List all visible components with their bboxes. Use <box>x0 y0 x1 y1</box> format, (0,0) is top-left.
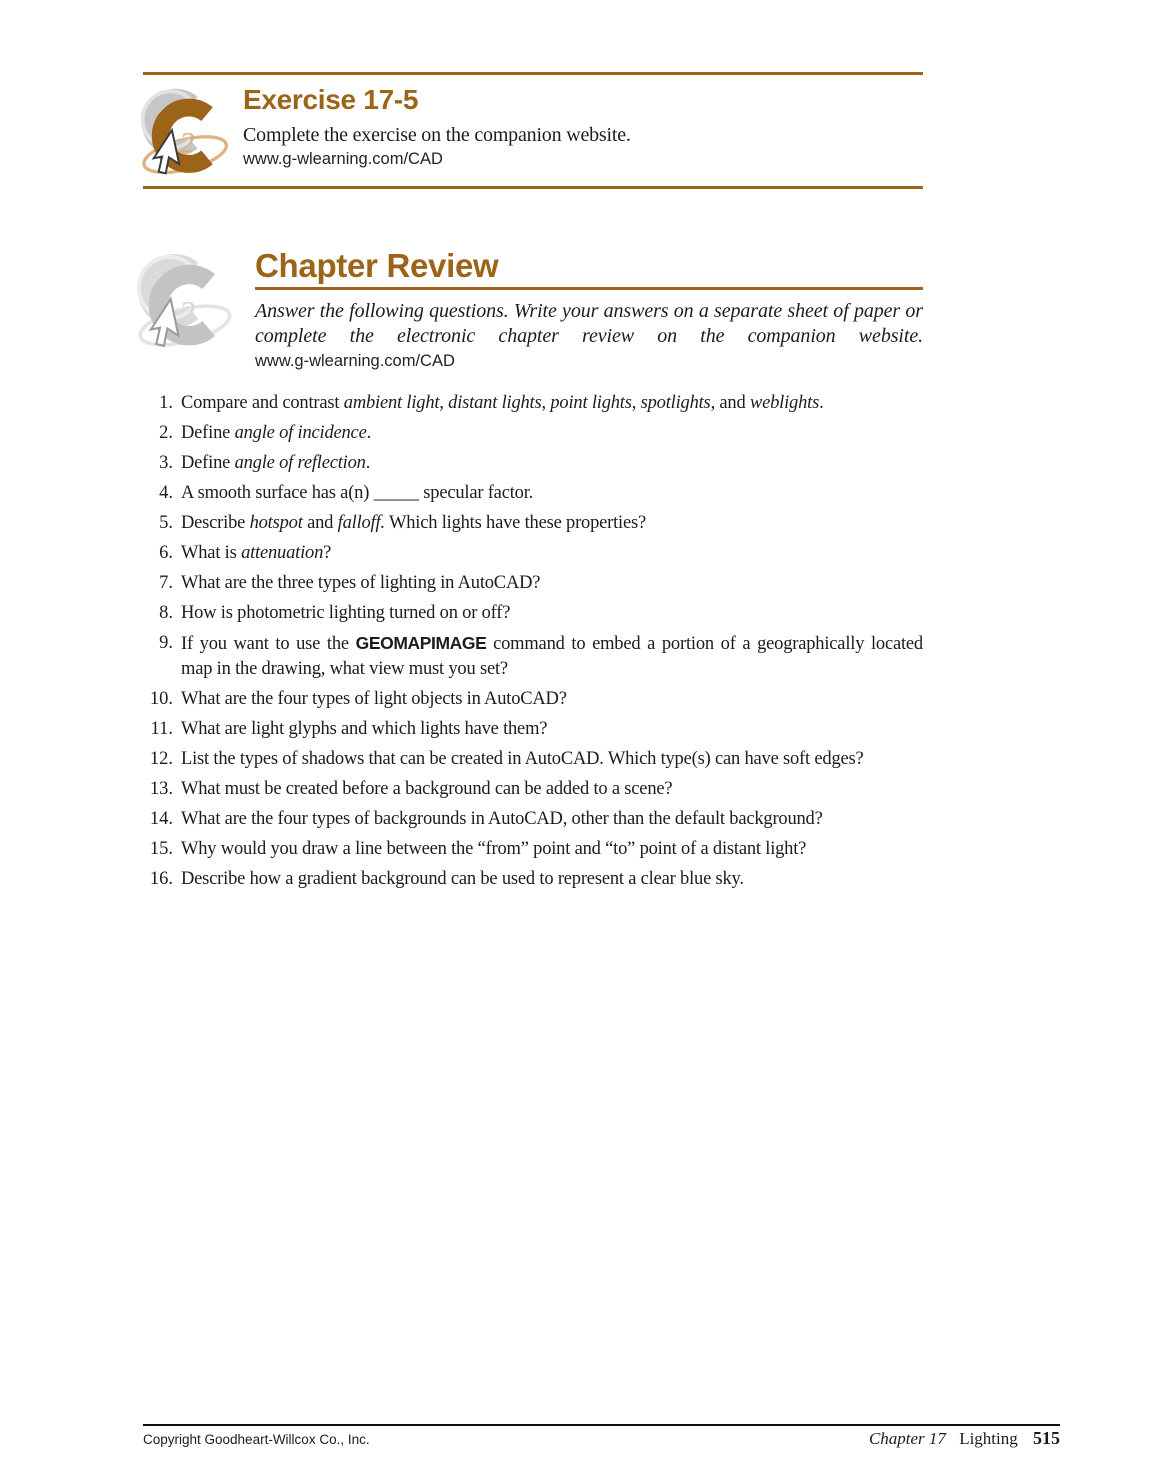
question-number: 10. <box>149 689 173 709</box>
chapter-review-intro: Answer the following questions. Write your answers on a separate sheet of paper or complete the electronic chapter review on the companion website. <box>255 300 923 347</box>
chapter-review-underline <box>255 287 923 290</box>
question-list <box>143 391 923 897</box>
exercise-box-top-rule <box>143 72 923 75</box>
exercise-box-bottom-rule <box>143 186 923 189</box>
question-text: What are light glyphs and which lights have them? <box>181 719 548 739</box>
page-number: 515 <box>1033 1428 1060 1448</box>
question-item <box>143 451 923 476</box>
question-number: 5. <box>159 513 173 533</box>
exercise-url: www.g-wlearning.com/CAD <box>243 150 443 168</box>
question-item <box>143 421 923 446</box>
question-number: 11. <box>150 719 173 739</box>
question-item <box>143 687 923 712</box>
footer <box>143 1428 1060 1449</box>
exercise-title: Exercise 17-5 <box>243 84 419 115</box>
question-text: What must be created before a background can be added to a scene? <box>181 779 673 799</box>
question-number: 16. <box>149 869 173 889</box>
question-number: 13. <box>149 779 173 799</box>
question-text: What are the four types of light objects in AutoCAD? <box>181 689 567 709</box>
question-number: 8. <box>159 603 173 623</box>
question-item <box>143 571 923 596</box>
footer-rule <box>143 1424 1060 1426</box>
question-item <box>143 807 923 832</box>
question-number: 7. <box>159 573 173 593</box>
question-item <box>143 717 923 742</box>
question-text: What are the three types of lighting in AutoCAD? <box>181 573 541 593</box>
question-item <box>143 777 923 802</box>
question-text: Compare and contrast ambient light, distant lights, point lights, spotlights, and weblights. <box>181 393 824 413</box>
question-text: If you want to use the GEOMAPIMAGE command to embed a portion of a geographically located map in the drawing, what view must you set? <box>181 633 923 679</box>
question-text: What is attenuation? <box>181 543 332 563</box>
question-number: 1. <box>159 393 173 413</box>
question-number: 12. <box>149 749 173 769</box>
question-text: List the types of shadows that can be created in AutoCAD. Which type(s) can have soft edges? <box>181 749 864 769</box>
question-item <box>143 747 923 772</box>
question-item <box>143 837 923 862</box>
svg-text:2: 2 <box>178 295 196 332</box>
svg-text:2: 2 <box>179 125 195 160</box>
question-text: How is photometric lighting turned on or off? <box>181 603 511 623</box>
exercise-box <box>243 84 923 169</box>
question-number: 15. <box>149 839 173 859</box>
question-item <box>143 391 923 416</box>
question-text: A smooth surface has a(n) _____ specular factor. <box>181 483 534 503</box>
question-text: Describe hotspot and falloff. Which lights have these properties? <box>181 513 647 533</box>
cad-c-cursor-gray-icon <box>136 248 238 354</box>
question-text: Define angle of incidence. <box>181 423 372 443</box>
question-number: 2. <box>159 423 173 443</box>
copyright-text: Copyright Goodheart-Willcox Co., Inc. <box>143 1432 370 1447</box>
question-item <box>143 631 923 682</box>
question-number: 14. <box>149 809 173 829</box>
chapter-title: Lighting <box>959 1429 1018 1448</box>
chapter-label: Chapter 17 <box>868 1429 946 1448</box>
chapter-review-url: www.g-wlearning.com/CAD <box>255 352 455 370</box>
question-number: 9. <box>159 633 173 653</box>
chapter-review-title: Chapter Review <box>255 247 499 284</box>
question-number: 4. <box>159 483 173 503</box>
question-item <box>143 601 923 626</box>
question-text: Describe how a gradient background can be used to represent a clear blue sky. <box>181 869 744 889</box>
question-number: 6. <box>159 543 173 563</box>
question-number: 3. <box>159 453 173 473</box>
question-text: Why would you draw a line between the “from” point and “to” point of a distant light? <box>181 839 807 859</box>
cad-c-cursor-icon <box>140 82 234 182</box>
question-text: Define angle of reflection. <box>181 453 371 473</box>
question-item <box>143 541 923 566</box>
question-item <box>143 867 923 892</box>
question-item <box>143 511 923 536</box>
footer-page-info <box>869 1428 1060 1449</box>
question-text: What are the four types of backgrounds in AutoCAD, other than the default background? <box>181 809 823 829</box>
chapter-review-section <box>255 248 923 371</box>
exercise-body: Complete the exercise on the companion website. <box>243 124 631 146</box>
question-item <box>143 481 923 506</box>
